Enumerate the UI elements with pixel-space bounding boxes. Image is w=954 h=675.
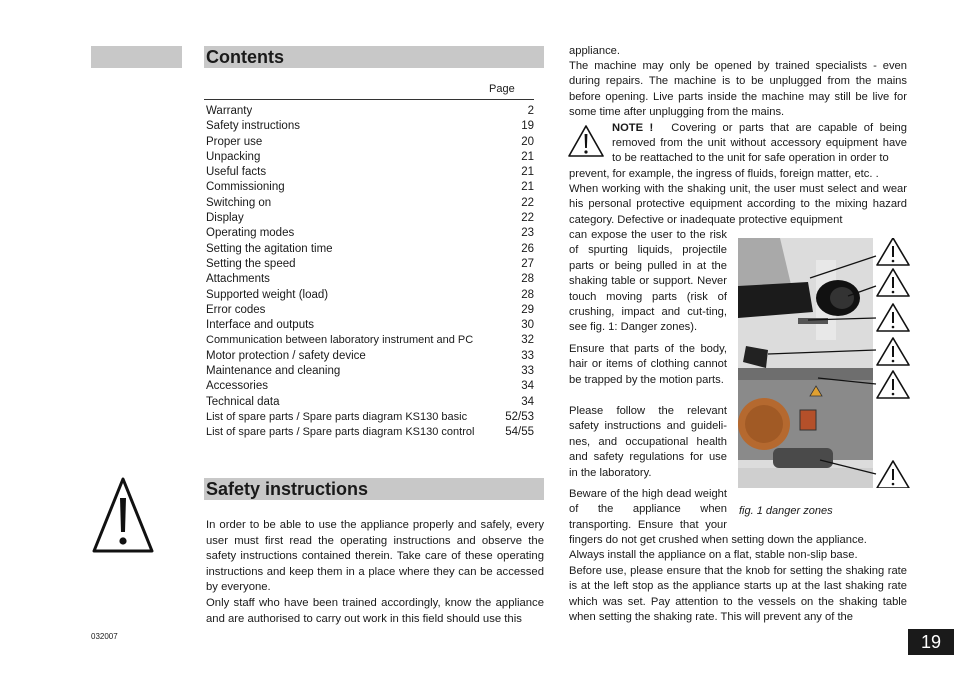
toc-page: 19: [521, 120, 534, 133]
toc-page: 33: [521, 349, 534, 362]
toc-title: Maintenance and cleaning: [206, 365, 341, 378]
toc-page: 33: [521, 365, 534, 378]
toc-row: [206, 318, 534, 333]
text-dead-weight: Beware of the high dead weight of the appliance when transporting. Ensure that your: [569, 488, 727, 531]
toc-page: 29: [521, 303, 534, 316]
toc-page: 30: [521, 319, 534, 332]
toc-row: [206, 333, 534, 348]
toc-title: Setting the speed: [206, 257, 296, 270]
toc-row: [206, 364, 534, 379]
toc-row: [206, 211, 534, 226]
toc-title: Proper use: [206, 135, 263, 148]
toc-page: 27: [521, 257, 534, 270]
toc-page: 23: [521, 227, 534, 240]
toc-row: [206, 135, 534, 150]
toc-title: List of spare parts / Spare parts diagram KS130 control: [206, 426, 475, 439]
text-appliance: appliance.: [569, 45, 621, 57]
toc-row: [206, 425, 534, 440]
safety-paragraph: Only staff who have been trained accordingly, know the appliance and are authorised to carry out work in this field should use this: [206, 596, 544, 625]
toc-title: Supported weight (load): [206, 288, 329, 301]
toc-title: Interface and outputs: [206, 319, 315, 332]
figure-caption: fig. 1 danger zones: [739, 505, 833, 517]
toc-title: Useful facts: [206, 166, 267, 179]
toc-page: 21: [521, 181, 534, 194]
page-number: 19: [908, 629, 954, 655]
toc-title: Motor protection / safety device: [206, 349, 366, 362]
text-note-continued: prevent, for example, the ingress of fluids, foreign matter, etc. .: [569, 168, 879, 180]
toc-row: [206, 379, 534, 394]
toc-title: Attachments: [206, 273, 270, 286]
contents-heading: Contents: [204, 46, 544, 68]
toc-page: 20: [521, 135, 534, 148]
toc-page: 34: [521, 395, 534, 408]
toc-title: Accessories: [206, 380, 268, 393]
toc-page: 2: [527, 105, 534, 117]
toc-row: [206, 303, 534, 318]
toc-title: Switching on: [206, 196, 272, 209]
toc-row: [206, 288, 534, 303]
toc-title: Operating modes: [206, 227, 295, 240]
toc-title: Communication between laboratory instrument and PC: [206, 334, 474, 347]
toc-page: 54/55: [505, 426, 534, 439]
toc-row: [206, 410, 534, 425]
toc-page-label: Page: [489, 83, 515, 95]
toc-title: Setting the agitation time: [206, 242, 333, 255]
note-body: Covering or parts that are capable of being removed from the unit without accessory equipment have to be reattached to the unit for safe operation in order to: [612, 122, 907, 165]
toc-row: [206, 257, 534, 272]
toc-title: Warranty: [206, 105, 253, 117]
toc-page: 26: [521, 242, 534, 255]
toc-row: [206, 165, 534, 180]
toc-page: 21: [521, 166, 534, 179]
toc-row: [206, 349, 534, 364]
note-warning-icon: [567, 124, 605, 158]
toc-row: [206, 119, 534, 134]
safety-body: [206, 518, 544, 627]
text-install-base: Always install the appliance on a flat, stable non-slip base.: [569, 549, 858, 561]
document-code: 032007: [91, 632, 118, 641]
toc-page: 34: [521, 380, 534, 393]
toc-row: [206, 150, 534, 165]
toc-page: 21: [521, 150, 534, 163]
section-tab: [91, 46, 182, 68]
text-fingers: fingers do not get crushed when setting down the appliance.: [569, 534, 867, 546]
text-before-use: Before use, please ensure that the knob for setting the shaking rate is at the left stop as the appliance starts up at the last shaking rate which was set. Pay attention to the vessels on the shaking table when setting the shaking rate. This will prevent any of the: [569, 565, 907, 624]
note-text: [612, 121, 907, 167]
toc-row: [206, 180, 534, 195]
toc-row: [206, 226, 534, 241]
toc-title: Commissioning: [206, 181, 285, 194]
toc-page: 28: [521, 273, 534, 286]
toc-title: Display: [206, 212, 244, 225]
text-body-parts: Ensure that parts of the body, hair or items of clothing cannot be trapped by the motion parts.: [569, 343, 727, 386]
text-guidelines: Please follow the relevant safety instructions and guideli-nes, and occupational health and safety regulations for use in the laboratory.: [569, 405, 727, 479]
safety-paragraph: In order to be able to use the appliance properly and safely, every user must first read the operating instructions and observe the safety instructions contained therein. Take care of these operating instructions and keep them in a place where they can be accessed by everyone.: [206, 519, 544, 594]
toc-title: Technical data: [206, 395, 280, 408]
toc-title: List of spare parts / Spare parts diagram KS130 basic: [206, 410, 468, 423]
warning-triangle-icon: [92, 476, 154, 554]
toc-row: [206, 104, 534, 119]
danger-zones-figure: [738, 238, 910, 488]
toc-page: 32: [521, 334, 534, 347]
toc-page: 22: [521, 212, 534, 225]
text-protective-equipment: When working with the shaking unit, the user must select and wear his personal protective equipment according to the mixing hazard category. Defective or inadequate protective equipment: [569, 183, 907, 226]
safety-heading: Safety instructions: [204, 478, 544, 500]
toc-title: Unpacking: [206, 150, 261, 163]
toc-row: [206, 395, 534, 410]
toc-title: Safety instructions: [206, 120, 300, 133]
toc-page: 22: [521, 196, 534, 209]
toc-page: 28: [521, 288, 534, 301]
toc-row: [206, 242, 534, 257]
toc-row: [206, 196, 534, 211]
table-of-contents: [206, 104, 534, 441]
toc-divider: [204, 99, 534, 100]
toc-page: 52/53: [505, 410, 534, 423]
text-machine-opening: The machine may only be opened by trained specialists - even during repairs. The machine is to be unplugged from the mains before opening. Live parts inside the machine may still be live for some time after unplugging from the mains.: [569, 60, 907, 119]
toc-row: [206, 272, 534, 287]
note-label: NOTE !: [612, 122, 654, 134]
text-risk: can expose the user to the risk of spurting liquids, projectile parts or being pulled in at the shaking table or support. Never touch moving parts (risk of crushing, impact and cut-ting, see fig. 1: Danger zones).: [569, 229, 727, 334]
toc-title: Error codes: [206, 303, 266, 316]
